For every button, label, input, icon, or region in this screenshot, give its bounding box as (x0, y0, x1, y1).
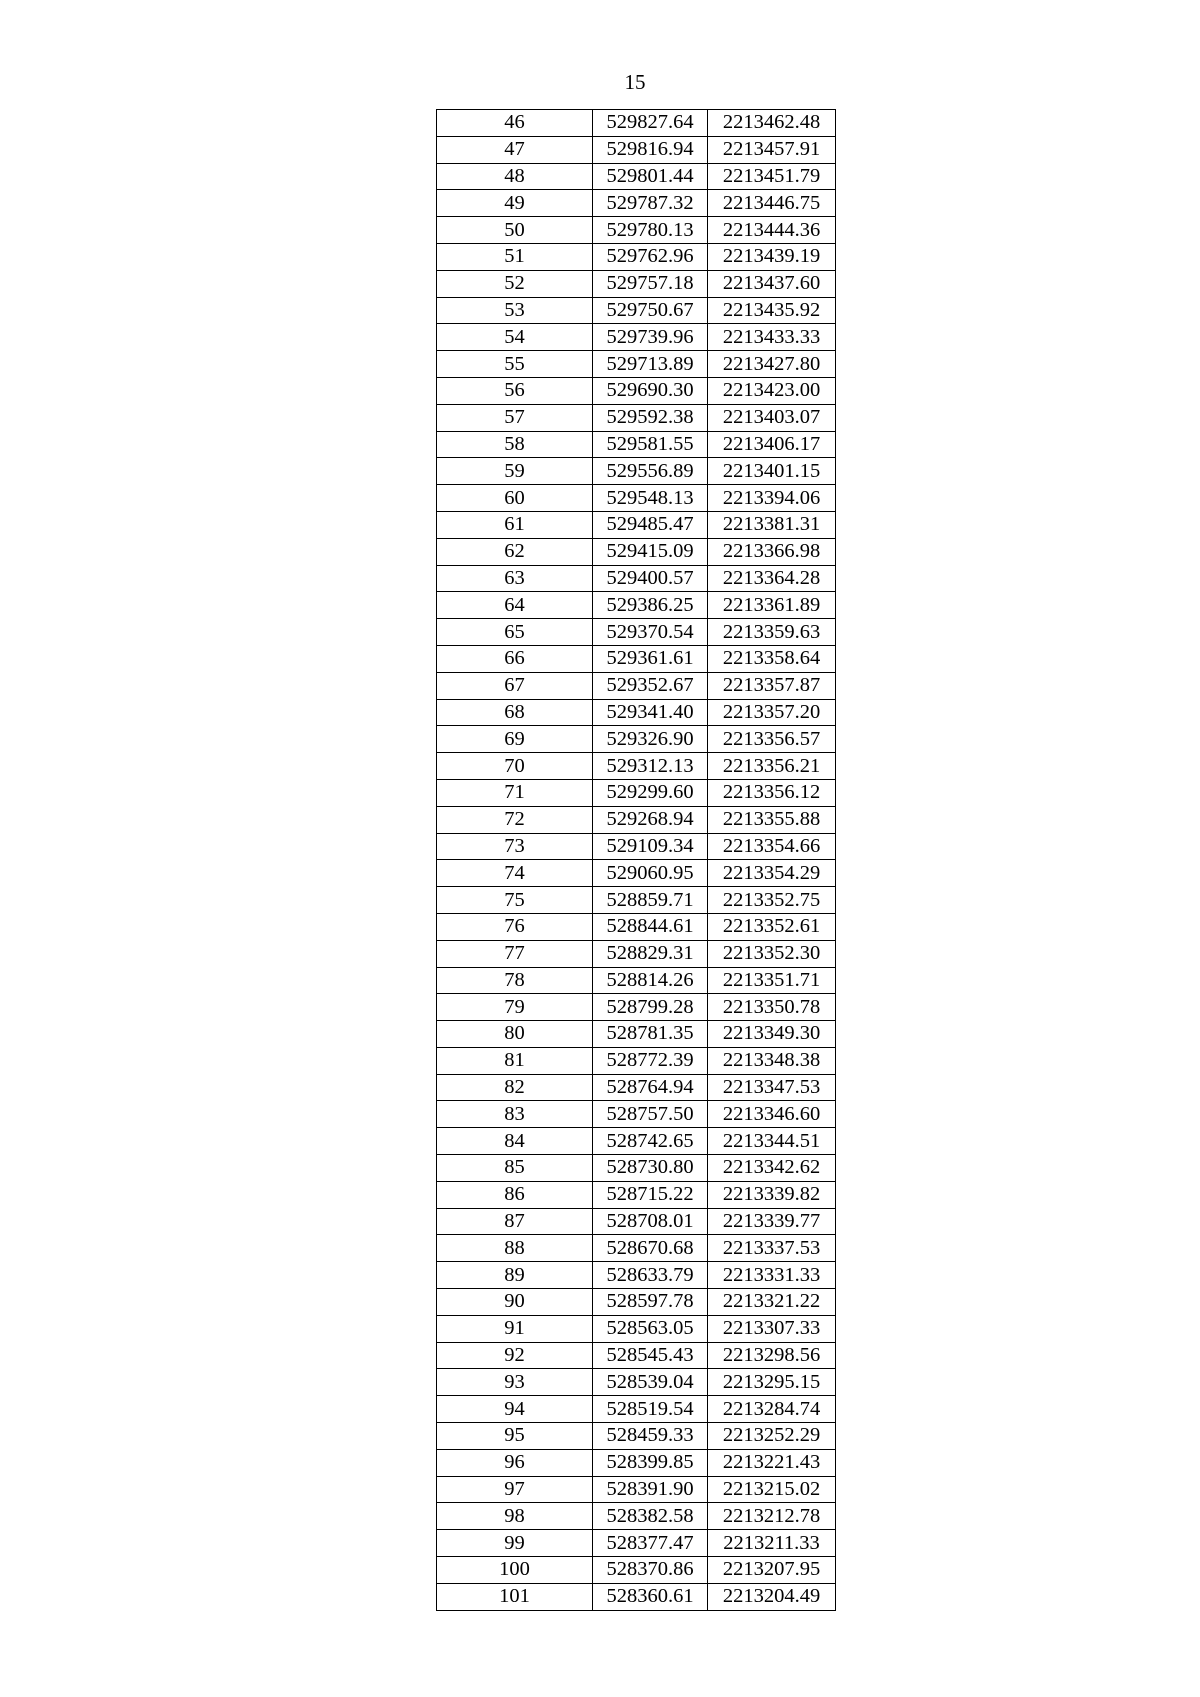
y-coordinate-cell: 2213462.48 (708, 110, 836, 137)
point-number-cell: 51 (437, 243, 593, 270)
table-row (437, 967, 836, 994)
x-coordinate-cell: 529581.55 (593, 431, 708, 458)
y-coordinate-cell: 2213352.30 (708, 940, 836, 967)
table-row (437, 1396, 836, 1423)
point-number-cell: 92 (437, 1342, 593, 1369)
x-coordinate-cell: 529299.60 (593, 779, 708, 806)
y-coordinate-cell: 2213401.15 (708, 458, 836, 485)
table-row (437, 511, 836, 538)
y-coordinate-cell: 2213433.33 (708, 324, 836, 351)
point-number-cell: 71 (437, 779, 593, 806)
y-coordinate-cell: 2213352.75 (708, 887, 836, 914)
x-coordinate-cell: 529312.13 (593, 753, 708, 780)
table-row (437, 1423, 836, 1450)
y-coordinate-cell: 2213394.06 (708, 485, 836, 512)
table-row (437, 163, 836, 190)
point-number-cell: 65 (437, 619, 593, 646)
point-number-cell: 87 (437, 1208, 593, 1235)
point-number-cell: 49 (437, 190, 593, 217)
x-coordinate-cell: 529485.47 (593, 511, 708, 538)
table-row (437, 538, 836, 565)
point-number-cell: 94 (437, 1396, 593, 1423)
y-coordinate-cell: 2213212.78 (708, 1503, 836, 1530)
x-coordinate-cell: 529556.89 (593, 458, 708, 485)
x-coordinate-cell: 528377.47 (593, 1530, 708, 1557)
x-coordinate-cell: 529816.94 (593, 136, 708, 163)
point-number-cell: 89 (437, 1262, 593, 1289)
point-number-cell: 68 (437, 699, 593, 726)
x-coordinate-cell: 528370.86 (593, 1557, 708, 1584)
x-coordinate-cell: 528539.04 (593, 1369, 708, 1396)
point-number-cell: 77 (437, 940, 593, 967)
table-row (437, 860, 836, 887)
y-coordinate-cell: 2213252.29 (708, 1423, 836, 1450)
table-row (437, 1074, 836, 1101)
table-row (437, 994, 836, 1021)
table-row (437, 1369, 836, 1396)
point-number-cell: 79 (437, 994, 593, 1021)
coordinates-table (436, 109, 836, 1611)
point-number-cell: 84 (437, 1128, 593, 1155)
table-row (437, 1181, 836, 1208)
point-number-cell: 57 (437, 404, 593, 431)
x-coordinate-cell: 529326.90 (593, 726, 708, 753)
x-coordinate-cell: 528382.58 (593, 1503, 708, 1530)
point-number-cell: 73 (437, 833, 593, 860)
table-row (437, 672, 836, 699)
point-number-cell: 69 (437, 726, 593, 753)
x-coordinate-cell: 528715.22 (593, 1181, 708, 1208)
y-coordinate-cell: 2213444.36 (708, 217, 836, 244)
point-number-cell: 95 (437, 1423, 593, 1450)
y-coordinate-cell: 2213339.82 (708, 1181, 836, 1208)
table-row (437, 110, 836, 137)
x-coordinate-cell: 529361.61 (593, 645, 708, 672)
y-coordinate-cell: 2213439.19 (708, 243, 836, 270)
y-coordinate-cell: 2213381.31 (708, 511, 836, 538)
x-coordinate-cell: 529592.38 (593, 404, 708, 431)
point-number-cell: 66 (437, 645, 593, 672)
table-row (437, 726, 836, 753)
point-number-cell: 52 (437, 270, 593, 297)
table-row (437, 1235, 836, 1262)
table-row (437, 592, 836, 619)
x-coordinate-cell: 528399.85 (593, 1449, 708, 1476)
x-coordinate-cell: 529780.13 (593, 217, 708, 244)
table-row (437, 458, 836, 485)
x-coordinate-cell: 528708.01 (593, 1208, 708, 1235)
x-coordinate-cell: 529370.54 (593, 619, 708, 646)
x-coordinate-cell: 529739.96 (593, 324, 708, 351)
table-row (437, 297, 836, 324)
point-number-cell: 90 (437, 1289, 593, 1316)
x-coordinate-cell: 529713.89 (593, 351, 708, 378)
table-row (437, 1315, 836, 1342)
y-coordinate-cell: 2213403.07 (708, 404, 836, 431)
point-number-cell: 76 (437, 913, 593, 940)
y-coordinate-cell: 2213354.29 (708, 860, 836, 887)
y-coordinate-cell: 2213435.92 (708, 297, 836, 324)
y-coordinate-cell: 2213437.60 (708, 270, 836, 297)
x-coordinate-cell: 528670.68 (593, 1235, 708, 1262)
point-number-cell: 100 (437, 1557, 593, 1584)
point-number-cell: 98 (437, 1503, 593, 1530)
x-coordinate-cell: 528764.94 (593, 1074, 708, 1101)
y-coordinate-cell: 2213355.88 (708, 806, 836, 833)
table-row (437, 351, 836, 378)
point-number-cell: 97 (437, 1476, 593, 1503)
y-coordinate-cell: 2213298.56 (708, 1342, 836, 1369)
y-coordinate-cell: 2213364.28 (708, 565, 836, 592)
table-row (437, 190, 836, 217)
x-coordinate-cell: 528597.78 (593, 1289, 708, 1316)
x-coordinate-cell: 529757.18 (593, 270, 708, 297)
y-coordinate-cell: 2213331.33 (708, 1262, 836, 1289)
table-row (437, 565, 836, 592)
y-coordinate-cell: 2213295.15 (708, 1369, 836, 1396)
x-coordinate-cell: 528391.90 (593, 1476, 708, 1503)
x-coordinate-cell: 529762.96 (593, 243, 708, 270)
point-number-cell: 53 (437, 297, 593, 324)
x-coordinate-cell: 528730.80 (593, 1155, 708, 1182)
point-number-cell: 81 (437, 1047, 593, 1074)
y-coordinate-cell: 2213358.64 (708, 645, 836, 672)
x-coordinate-cell: 528799.28 (593, 994, 708, 1021)
y-coordinate-cell: 2213215.02 (708, 1476, 836, 1503)
point-number-cell: 47 (437, 136, 593, 163)
table-row (437, 136, 836, 163)
point-number-cell: 54 (437, 324, 593, 351)
table-row (437, 1047, 836, 1074)
x-coordinate-cell: 528781.35 (593, 1021, 708, 1048)
table-row (437, 324, 836, 351)
table-row (437, 1289, 836, 1316)
x-coordinate-cell: 528633.79 (593, 1262, 708, 1289)
table-row (437, 699, 836, 726)
point-number-cell: 63 (437, 565, 593, 592)
y-coordinate-cell: 2213357.20 (708, 699, 836, 726)
point-number-cell: 62 (437, 538, 593, 565)
point-number-cell: 93 (437, 1369, 593, 1396)
table-row (437, 1583, 836, 1610)
table-row (437, 619, 836, 646)
y-coordinate-cell: 2213344.51 (708, 1128, 836, 1155)
y-coordinate-cell: 2213307.33 (708, 1315, 836, 1342)
table-row (437, 1101, 836, 1128)
y-coordinate-cell: 2213427.80 (708, 351, 836, 378)
x-coordinate-cell: 529690.30 (593, 377, 708, 404)
x-coordinate-cell: 529352.67 (593, 672, 708, 699)
table-row (437, 1155, 836, 1182)
x-coordinate-cell: 529787.32 (593, 190, 708, 217)
y-coordinate-cell: 2213406.17 (708, 431, 836, 458)
x-coordinate-cell: 529386.25 (593, 592, 708, 619)
point-number-cell: 56 (437, 377, 593, 404)
x-coordinate-cell: 529750.67 (593, 297, 708, 324)
table-row (437, 1208, 836, 1235)
y-coordinate-cell: 2213347.53 (708, 1074, 836, 1101)
x-coordinate-cell: 529268.94 (593, 806, 708, 833)
y-coordinate-cell: 2213354.66 (708, 833, 836, 860)
table-row (437, 1128, 836, 1155)
y-coordinate-cell: 2213423.00 (708, 377, 836, 404)
point-number-cell: 78 (437, 967, 593, 994)
x-coordinate-cell: 529548.13 (593, 485, 708, 512)
point-number-cell: 91 (437, 1315, 593, 1342)
table-row (437, 377, 836, 404)
y-coordinate-cell: 2213207.95 (708, 1557, 836, 1584)
point-number-cell: 61 (437, 511, 593, 538)
x-coordinate-cell: 529060.95 (593, 860, 708, 887)
point-number-cell: 99 (437, 1530, 593, 1557)
y-coordinate-cell: 2213342.62 (708, 1155, 836, 1182)
y-coordinate-cell: 2213361.89 (708, 592, 836, 619)
point-number-cell: 80 (437, 1021, 593, 1048)
y-coordinate-cell: 2213446.75 (708, 190, 836, 217)
point-number-cell: 55 (437, 351, 593, 378)
point-number-cell: 101 (437, 1583, 593, 1610)
y-coordinate-cell: 2213366.98 (708, 538, 836, 565)
y-coordinate-cell: 2213359.63 (708, 619, 836, 646)
y-coordinate-cell: 2213321.22 (708, 1289, 836, 1316)
x-coordinate-cell: 529341.40 (593, 699, 708, 726)
point-number-cell: 46 (437, 110, 593, 137)
point-number-cell: 86 (437, 1181, 593, 1208)
x-coordinate-cell: 529109.34 (593, 833, 708, 860)
y-coordinate-cell: 2213211.33 (708, 1530, 836, 1557)
y-coordinate-cell: 2213204.49 (708, 1583, 836, 1610)
table-row (437, 243, 836, 270)
y-coordinate-cell: 2213457.91 (708, 136, 836, 163)
x-coordinate-cell: 528844.61 (593, 913, 708, 940)
x-coordinate-cell: 528757.50 (593, 1101, 708, 1128)
table-row (437, 1503, 836, 1530)
point-number-cell: 96 (437, 1449, 593, 1476)
point-number-cell: 75 (437, 887, 593, 914)
table-row (437, 833, 836, 860)
x-coordinate-cell: 528459.33 (593, 1423, 708, 1450)
y-coordinate-cell: 2213221.43 (708, 1449, 836, 1476)
table-row (437, 431, 836, 458)
point-number-cell: 85 (437, 1155, 593, 1182)
x-coordinate-cell: 529400.57 (593, 565, 708, 592)
x-coordinate-cell: 528829.31 (593, 940, 708, 967)
x-coordinate-cell: 528742.65 (593, 1128, 708, 1155)
y-coordinate-cell: 2213352.61 (708, 913, 836, 940)
coordinates-table-body (437, 110, 836, 1611)
table-row (437, 806, 836, 833)
table-row (437, 1557, 836, 1584)
x-coordinate-cell: 528545.43 (593, 1342, 708, 1369)
y-coordinate-cell: 2213350.78 (708, 994, 836, 1021)
table-row (437, 940, 836, 967)
point-number-cell: 59 (437, 458, 593, 485)
point-number-cell: 74 (437, 860, 593, 887)
y-coordinate-cell: 2213349.30 (708, 1021, 836, 1048)
point-number-cell: 67 (437, 672, 593, 699)
table-row (437, 217, 836, 244)
point-number-cell: 72 (437, 806, 593, 833)
table-row (437, 645, 836, 672)
table-row (437, 1342, 836, 1369)
page-number: 15 (624, 70, 646, 94)
x-coordinate-cell: 528814.26 (593, 967, 708, 994)
x-coordinate-cell: 529801.44 (593, 163, 708, 190)
y-coordinate-cell: 2213339.77 (708, 1208, 836, 1235)
y-coordinate-cell: 2213356.12 (708, 779, 836, 806)
table-row (437, 404, 836, 431)
point-number-cell: 64 (437, 592, 593, 619)
table-row (437, 1262, 836, 1289)
y-coordinate-cell: 2213337.53 (708, 1235, 836, 1262)
y-coordinate-cell: 2213356.21 (708, 753, 836, 780)
y-coordinate-cell: 2213348.38 (708, 1047, 836, 1074)
point-number-cell: 82 (437, 1074, 593, 1101)
x-coordinate-cell: 529415.09 (593, 538, 708, 565)
x-coordinate-cell: 528360.61 (593, 1583, 708, 1610)
table-row (437, 1021, 836, 1048)
y-coordinate-cell: 2213351.71 (708, 967, 836, 994)
point-number-cell: 50 (437, 217, 593, 244)
table-row (437, 779, 836, 806)
x-coordinate-cell: 529827.64 (593, 110, 708, 137)
point-number-cell: 83 (437, 1101, 593, 1128)
table-row (437, 1530, 836, 1557)
point-number-cell: 58 (437, 431, 593, 458)
x-coordinate-cell: 528859.71 (593, 887, 708, 914)
table-row (437, 753, 836, 780)
point-number-cell: 60 (437, 485, 593, 512)
y-coordinate-cell: 2213346.60 (708, 1101, 836, 1128)
x-coordinate-cell: 528563.05 (593, 1315, 708, 1342)
point-number-cell: 88 (437, 1235, 593, 1262)
point-number-cell: 48 (437, 163, 593, 190)
table-row (437, 1449, 836, 1476)
table-row (437, 887, 836, 914)
table-row (437, 1476, 836, 1503)
x-coordinate-cell: 528772.39 (593, 1047, 708, 1074)
table-row (437, 913, 836, 940)
x-coordinate-cell: 528519.54 (593, 1396, 708, 1423)
point-number-cell: 70 (437, 753, 593, 780)
table-row (437, 270, 836, 297)
y-coordinate-cell: 2213357.87 (708, 672, 836, 699)
y-coordinate-cell: 2213356.57 (708, 726, 836, 753)
y-coordinate-cell: 2213284.74 (708, 1396, 836, 1423)
y-coordinate-cell: 2213451.79 (708, 163, 836, 190)
table-row (437, 485, 836, 512)
